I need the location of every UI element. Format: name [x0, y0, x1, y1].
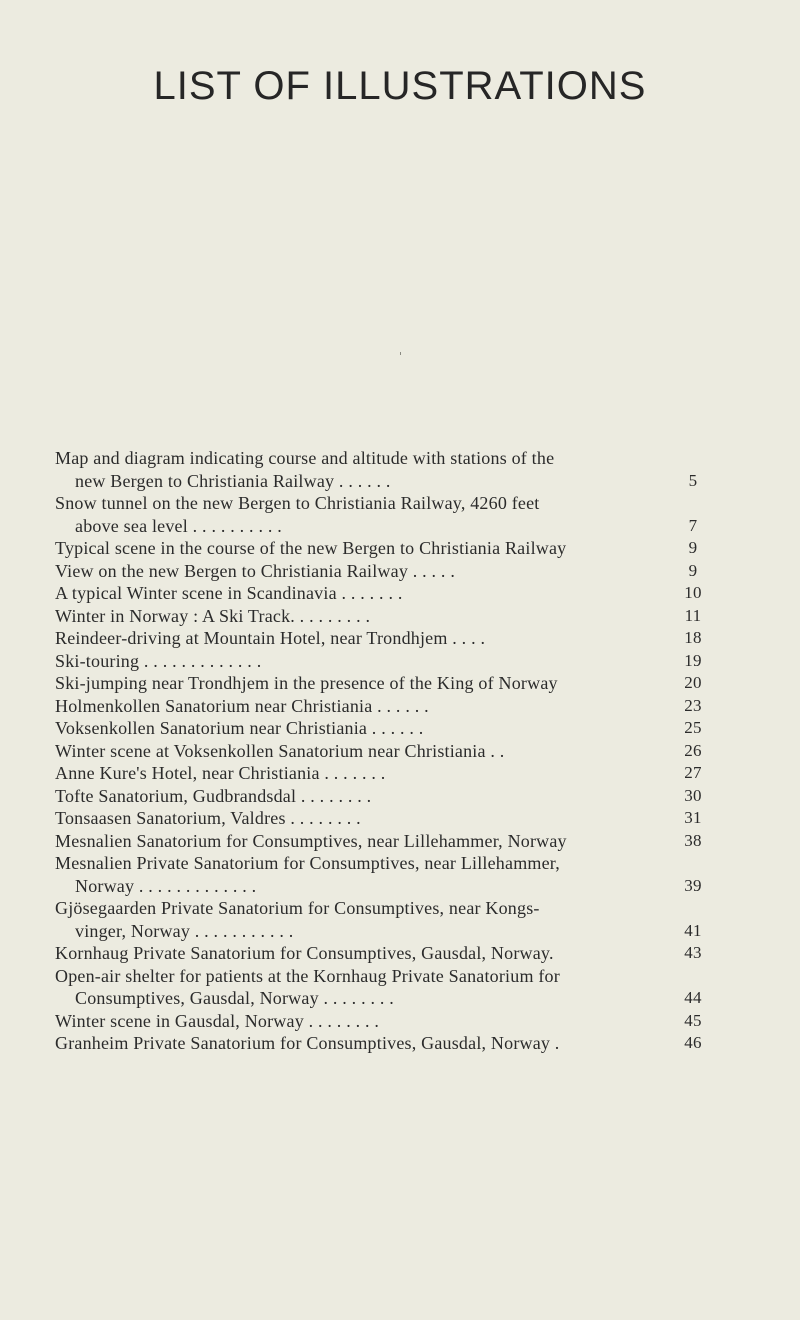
entry-caption-line: Snow tunnel on the new Bergen to Christiania Railway, 4260 feet	[55, 493, 540, 513]
entry-page-number: 7	[688, 515, 698, 535]
entry-caption-line: Granheim Private Sanatorium for Consumptives, Gausdal, Norway .	[55, 1033, 560, 1053]
illustration-entry	[55, 627, 702, 650]
illustration-entry	[55, 560, 698, 583]
entry-caption-line: Anne Kure's Hotel, near Christiania . . . . . . .	[55, 763, 386, 783]
illustration-entry	[55, 785, 702, 808]
entry-caption-line: Consumptives, Gausdal, Norway . . . . . . . .	[75, 988, 394, 1008]
illustration-entry	[55, 942, 702, 965]
entry-caption-line: Typical scene in the course of the new Bergen to Christiania Railway	[55, 538, 567, 558]
entry-caption-line: Map and diagram indicating course and altitude with stations of the	[55, 448, 555, 468]
entry-page-number: 26	[684, 740, 702, 760]
entry-caption-line: Winter in Norway : A Ski Track. . . . . . . . .	[55, 605, 371, 626]
entry-page-number: 5	[688, 470, 698, 490]
entry-page-number: 11	[684, 605, 702, 625]
entry-page-number: 9	[688, 560, 698, 580]
entry-caption-line: Ski-jumping near Trondhjem in the presence of the King of Norway	[55, 673, 558, 693]
entry-page-number: 43	[684, 943, 702, 962]
illustration-entry	[55, 965, 702, 1010]
entry-caption-line: Winter scene in Gausdal, Norway . . . . . . . .	[55, 1010, 380, 1031]
illustration-entry	[55, 582, 702, 605]
entry-page-number: 45	[684, 1010, 702, 1030]
entry-page-number: 39	[684, 875, 702, 895]
illustration-entry	[55, 650, 702, 673]
entry-page-number: 44	[684, 988, 702, 1007]
entry-caption-line: Tonsaasen Sanatorium, Valdres . . . . . . . .	[55, 808, 361, 828]
illustration-entry	[55, 537, 698, 560]
entry-caption-line: Gjösegaarden Private Sanatorium for Consumptives, near Kongs-	[55, 898, 540, 918]
entry-page-number: 9	[688, 538, 698, 557]
entry-caption-line: Mesnalien Sanatorium for Consumptives, near Lillehammer, Norway	[55, 830, 567, 851]
illustration-entry	[55, 447, 698, 492]
entry-caption-line: Norway . . . . . . . . . . . . .	[75, 875, 257, 896]
illustration-entry	[55, 830, 702, 853]
entry-page-number: 20	[684, 673, 702, 692]
entry-caption-line: Ski-touring . . . . . . . . . . . . .	[55, 650, 262, 671]
entry-caption-line: Winter scene at Voksenkollen Sanatorium near Christiania . .	[55, 740, 505, 761]
illustration-entry	[55, 807, 702, 830]
entry-caption-line: Voksenkollen Sanatorium near Christiania . . . . . .	[55, 718, 424, 738]
entry-caption-line: above sea level . . . . . . . . . .	[75, 515, 282, 536]
entry-page-number: 10	[684, 583, 702, 602]
entry-page-number: 25	[684, 718, 702, 737]
entry-caption-line: Reindeer-driving at Mountain Hotel, near Trondhjem . . . .	[55, 628, 486, 648]
entry-page-number: 23	[684, 695, 702, 715]
entry-caption-line: vinger, Norway . . . . . . . . . . .	[75, 920, 294, 941]
illustration-entry	[55, 852, 702, 897]
page-title: LIST OF ILLUSTRATIONS	[153, 64, 647, 108]
paper-speck	[400, 352, 401, 355]
entry-page-number: 46	[684, 1033, 702, 1052]
entry-caption-line: Tofte Sanatorium, Gudbrandsdal . . . . . . . .	[55, 785, 372, 806]
illustration-entry	[55, 492, 698, 537]
entry-caption-line: A typical Winter scene in Scandinavia . . . . . . .	[55, 583, 403, 603]
entry-caption-line: Holmenkollen Sanatorium near Christiania . . . . . .	[55, 695, 429, 716]
entry-page-number: 41	[684, 920, 702, 940]
entry-caption-line: new Bergen to Christiania Railway . . . . . .	[75, 470, 391, 491]
illustration-entry	[55, 672, 702, 695]
entry-caption-line: Mesnalien Private Sanatorium for Consumptives, near Lillehammer,	[55, 853, 560, 873]
illustration-entry	[55, 717, 702, 740]
illustrations-list	[55, 447, 702, 1055]
entry-page-number: 38	[684, 830, 702, 850]
entry-caption-line: Kornhaug Private Sanatorium for Consumptives, Gausdal, Norway.	[55, 943, 554, 963]
entry-page-number: 30	[684, 785, 702, 805]
entry-page-number: 27	[684, 763, 702, 782]
illustration-entry	[55, 695, 702, 718]
entry-caption-line: Open-air shelter for patients at the Kornhaug Private Sanatorium for	[55, 965, 560, 986]
illustration-entry	[55, 605, 702, 628]
entry-page-number: 31	[684, 808, 702, 827]
illustration-entry	[55, 740, 702, 763]
illustration-entry	[55, 897, 702, 942]
illustration-entry	[55, 762, 702, 785]
illustration-entry	[55, 1010, 702, 1033]
entry-caption-line: View on the new Bergen to Christiania Railway . . . . .	[55, 560, 456, 581]
entry-page-number: 19	[684, 650, 702, 670]
entry-page-number: 18	[684, 628, 702, 647]
illustration-entry	[55, 1032, 702, 1055]
